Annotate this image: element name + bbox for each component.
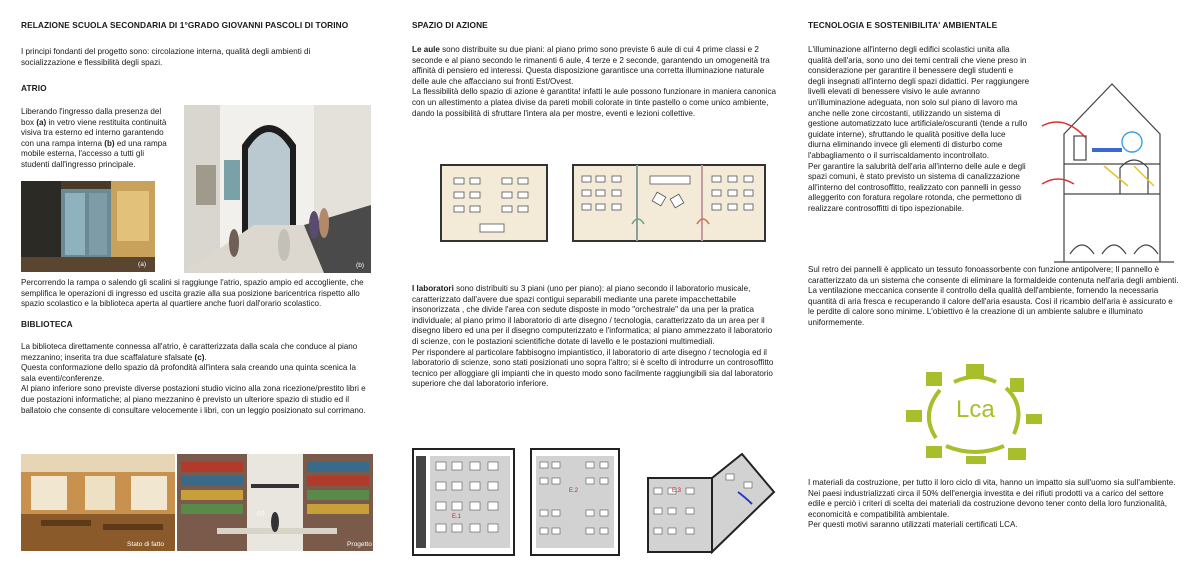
- building-section-diagram: [1034, 44, 1182, 268]
- tecnologia-text-3: I materiali da costruzione, per tutto il loro ciclo di vita, hanno un impatto sia sull'uomo sia sull'ambiente. Nei paesi industrializzati circa il 50% dell'energia investita e dei rifiuti prodotti va a carico del settore edile e perciò i criteri di scelta dei materiali da costruzione devono tener conto della loro funzionalità, economicità e compatibilità ambientale. Per questi motivi saranno utilizzati materiali certificati LCA.: [808, 478, 1176, 530]
- library-render-project: (c) Progetto: [177, 454, 373, 551]
- biblioteca-heading: BIBLIOTECA: [21, 319, 73, 329]
- tecnologia-text-2: Sul retro dei pannelli è applicato un tessuto fonoassorbente con funzione antipolvere; Il pannello è caratterizzato da un sistema che consente di eliminare la formaldeide contenuta nell'aria degli ambienti. La ventilazione meccanica consente il controllo della qualità dell'ambiente, fornendo la necessaria quantità di aria fresca e recuperando il calore dell'aria esausta. Così il ricambio dell'aria è assicurato e le perdite di calore sono minime. L'obiettivo è la creazione di un ambiente salubre e illuminato uniformemente.: [808, 265, 1179, 327]
- classroom-plan-joined: [572, 164, 766, 242]
- library-photo-existing: Stato di fatto: [21, 454, 175, 551]
- section-title-tecnologia: TECNOLOGIA E SOSTENIBILITA' AMBIENTALE: [808, 20, 998, 30]
- lca-cycle-diagram: Lca: [900, 358, 1050, 470]
- atrio-render-project: (b): [184, 105, 371, 273]
- atrio-heading: ATRIO: [21, 83, 47, 93]
- biblioteca-text: La biblioteca direttamente connessa all'atrio, è caratterizzata dalla scala che conduce al piano mezzanino; inserita tra due scaffalature sfalsate (c). Questa conformazione dello spazio dà profondità all'intera sala creando una quinta scenica la sala eventi/conferenze. Al piano inferiore sono previste diverse postazioni studio vicino alla zona ricezione/prestito libri e due postazioni informatiche; al piano mezzanino è previsto un ulteriore spazio di studio ed il ballatoio che consente di consultare velocemente i libri, con un leggio posizionato sul corrimano.: [21, 342, 366, 415]
- atrio-photo-existing: (a): [21, 181, 155, 272]
- lab-plan-e1: E.1: [412, 448, 515, 556]
- tecnologia-text-1: L'illuminazione all'interno degli edifici scolastici unita alla qualità dell'aria, sono uno dei temi centrali che viene preso in considerazione per garantire il benessere degli studenti e degli insegnati all'interno degli spazi didattici. Per raggiungere livelli elevati di benessere visivo le aule avranno un'illuminazione adeguata, non solo sul piano di lavoro ma anche nelle zone circostanti, utilizzando un sistema di gestione automatizzato luce artificiale/oscuranti (tende a rullo guidate interne), sfruttando le qualità positive della luce diurna eliminando invece gli elementi di disturbo come l'abbagliamento o il surriscaldamento incontrollato. Per garantire la salubrità dell'aria all'interno delle aule e degli spazi comuni, è stato previsto un sistema di canalizzazione all'interno del controsoffitto, realizzato con pannelli in gesso alleggerito con foratura regolare rotonda, che permettono di realizzare controsoffitti di tipo ispezionabile.: [808, 45, 1030, 213]
- intro-text: I principi fondanti del progetto sono: circolazione interna, qualità degli ambienti di socializzazione e flessibilità degli spazi.: [21, 47, 311, 67]
- lab-plan-e3: E.3: [642, 452, 776, 556]
- page-title: RELAZIONE SCUOLA SECONDARIA DI 1°GRADO GIOVANNI PASCOLI DI TORINO: [21, 20, 349, 30]
- section-title-spazio: SPAZIO DI AZIONE: [412, 20, 488, 30]
- aule-text: Le aule sono distribuite su due piani: al piano primo sono previste 6 aule di cui 4 prime classi e 2 seconde e al piano secondo le rimanenti 6 aule, 4 terze e 2 seconde, garantendo un omogeneità tra affinità di pensiero ed interessi. Questa disposizione garantisce una corretta illuminazione naturale delle aule che affacciano sui fronti Est/Ovest. La flessibilità dello spazio di azione è garantita! infatti le aule possono funzionare in maniera canonica con un allestimento a platea divise da pareti mobili colorate in tinte pastello o come unico ambiente, dando la possibilità di sfruttare l'intera ala per mostre, eventi e lezioni collettive.: [412, 45, 776, 118]
- lab-plan-e2: E.2: [530, 448, 620, 556]
- atrio-text-2: Percorrendo la rampa o salendo gli scalini si raggiunge l'atrio, spazio ampio ed accogliente, che semplifica le operazioni di ingresso ed uscita grazie alla sua posizione baricentrica rispetto allo spazio scolastico e la biblioteca aperta al quartiere anche fuori dall'orario scolastico.: [21, 278, 364, 309]
- atrio-text: Liberando l'ingresso dalla presenza del box (a) in vetro viene restituita continuità visiva tra esterno ed interno garantendo con una rampa interna (b) ed una rampa mobile esterna, l'accesso a tutti gli studenti dall'ingresso principale.: [21, 107, 167, 169]
- classroom-plan-single: [440, 164, 548, 242]
- laboratori-text: I laboratori sono distribuiti su 3 piani (uno per piano): al piano secondo il laboratorio musicale, caratterizzato dall'avere due spazi contigui separabili mediante una parete impacchettabile insonorizzata , che divide l'area con sedute disposte in modo "orchestrale" da una per la pratica individuale; al piano primo il laboratorio di arte disegno / tecnologia, caratterizzato da un area per il disegno libero ed una per il disegno computerizzato e l'informatica; al piano ammezzato il laboratorio di scienze, con le postazioni scientifiche dotate di lavello e le postazioni multimediali. Per rispondere al particolare fabbisogno impiantistico, il laboratorio di arte disegno / tecnologia ed il laboratorio di scienze, sono stati posizionati uno sopra l'altro; si è scelto di introdurre un controsoffitto tecnico per alloggiare gli impianti che in questo modo sono facilmente raggiungibili sia dal laboratorio superiore che dal laboratorio inferiore.: [412, 284, 774, 389]
